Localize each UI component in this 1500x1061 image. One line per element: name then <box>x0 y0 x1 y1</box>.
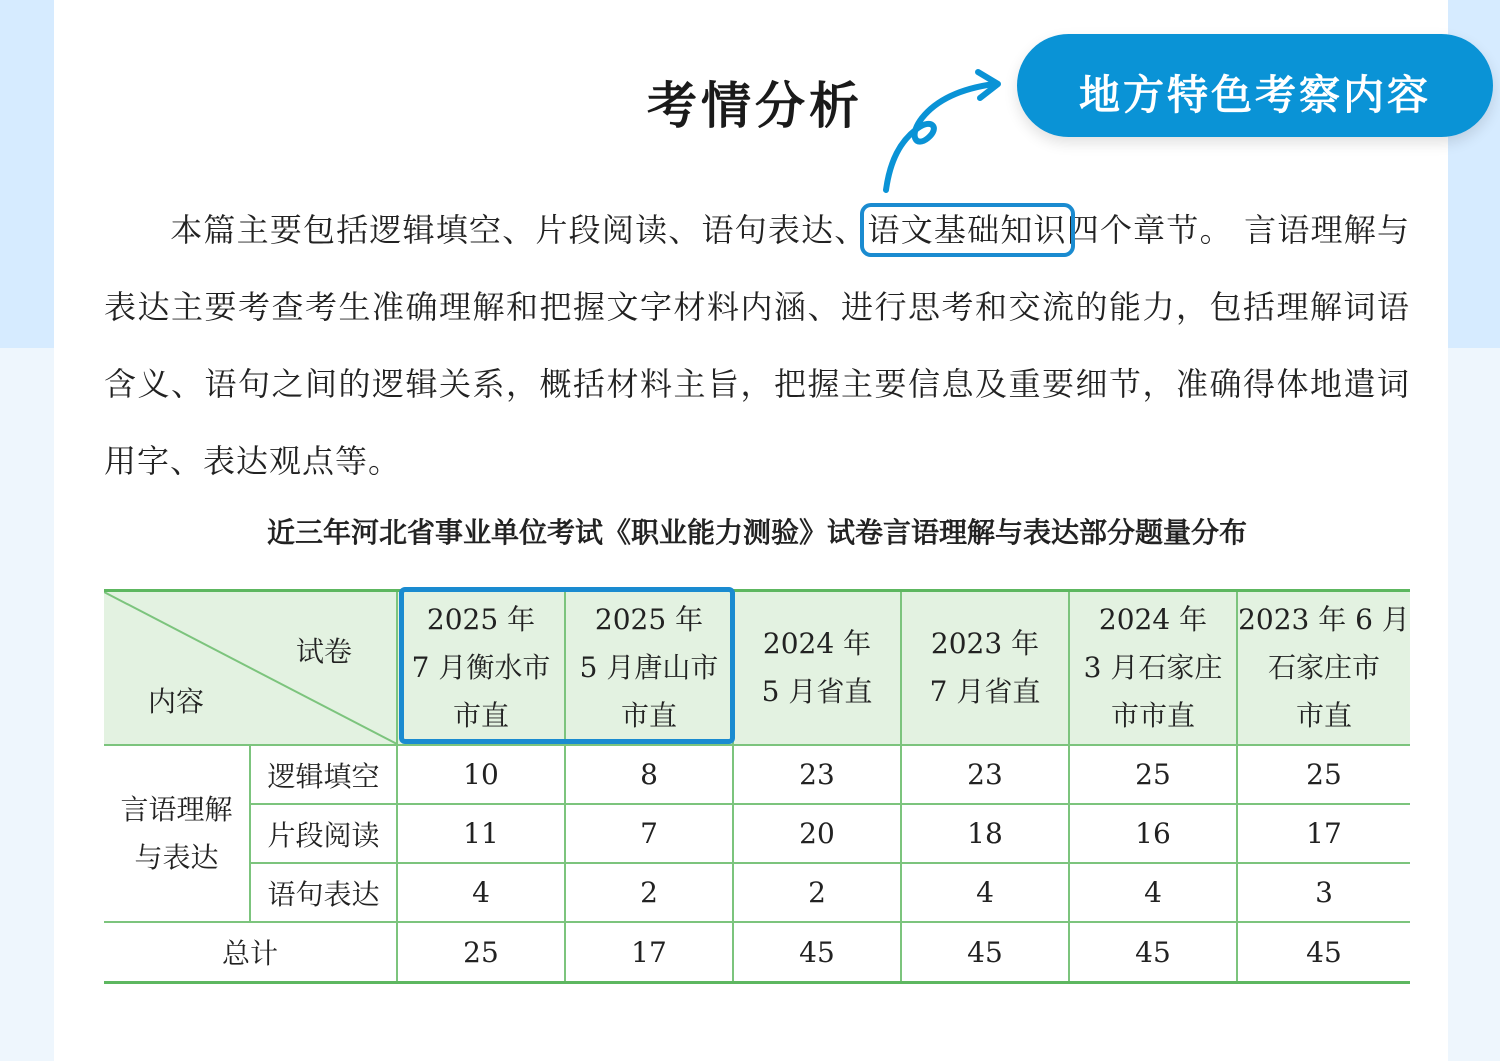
table-row <box>104 804 1410 863</box>
table-cell: 45 <box>733 922 901 983</box>
table-total-row <box>104 922 1410 983</box>
table-cell: 18 <box>901 804 1069 863</box>
table-cell: 7 <box>565 804 733 863</box>
row-label: 片段阅读 <box>250 804 397 863</box>
table-cell: 45 <box>1069 922 1237 983</box>
table-corner-cell <box>104 591 397 746</box>
curved-arrow-icon <box>870 66 1010 196</box>
table-cell: 23 <box>901 745 1069 804</box>
question-distribution-table <box>104 589 1410 984</box>
group-label-cell: 言语理解 与表达 <box>104 745 250 922</box>
intro-paragraph <box>104 192 1410 500</box>
corner-label-paper: 试卷 <box>295 635 352 668</box>
corner-label-content: 内容 <box>148 685 205 718</box>
table-cell: 20 <box>733 804 901 863</box>
left-side-band-lower <box>0 348 54 1061</box>
column-header: 2024 年 5 月省直 <box>733 591 901 746</box>
table-row <box>104 863 1410 922</box>
column-header: 2024 年 3 月石家庄 市市直 <box>1069 591 1237 746</box>
table-cell: 4 <box>901 863 1069 922</box>
table-cell: 3 <box>1237 863 1410 922</box>
paragraph-text-start: 本篇主要包括逻辑填空、片段阅读、语句表达、 <box>170 211 868 249</box>
column-header: 2025 年 5 月唐山市 市直 <box>565 591 733 746</box>
total-label: 总计 <box>104 922 397 983</box>
table-cell: 23 <box>733 745 901 804</box>
table-header-row <box>104 591 1410 746</box>
feature-badge-label: 地方特色考察内容 <box>1079 71 1431 119</box>
table-cell: 45 <box>1237 922 1410 983</box>
table-cell: 17 <box>1237 804 1410 863</box>
table-cell: 16 <box>1069 804 1237 863</box>
table-cell: 25 <box>1069 745 1237 804</box>
table-cell: 2 <box>565 863 733 922</box>
table-cell: 8 <box>565 745 733 804</box>
table-cell: 25 <box>397 922 565 983</box>
right-side-band-lower <box>1448 348 1500 1061</box>
table-cell: 17 <box>565 922 733 983</box>
table-cell: 2 <box>733 863 901 922</box>
table-cell: 25 <box>1237 745 1410 804</box>
table-cell: 4 <box>397 863 565 922</box>
column-header: 2023 年 7 月省直 <box>901 591 1069 746</box>
row-label: 逻辑填空 <box>250 745 397 804</box>
highlighted-term: 语文基础知识 <box>867 211 1067 249</box>
table-cell: 4 <box>1069 863 1237 922</box>
page-title: 考情分析 <box>647 77 863 135</box>
table-cell: 45 <box>901 922 1069 983</box>
column-header: 2025 年 7 月衡水市 市直 <box>397 591 565 746</box>
feature-badge <box>1017 34 1493 137</box>
table-cell: 11 <box>397 804 565 863</box>
column-header: 2023 年 6 月 石家庄市 市直 <box>1237 591 1410 746</box>
row-label: 语句表达 <box>250 863 397 922</box>
left-side-band <box>0 0 54 348</box>
table-caption: 近三年河北省事业单位考试《职业能力测验》试卷言语理解与表达部分题量分布 <box>266 516 1247 549</box>
table-cell: 10 <box>397 745 565 804</box>
table-row <box>104 745 1410 804</box>
paragraph-text-rest: 四个章节。 言语理解与表达主要考查考生准确理解和把握文字材料内涵、进行思考和交流的能力，包括理解词语含义、语句之间的逻辑关系，概括材料主旨，把握主要信息及重要细节，准确得体地遣词用字、表达观点等。 <box>104 211 1410 480</box>
